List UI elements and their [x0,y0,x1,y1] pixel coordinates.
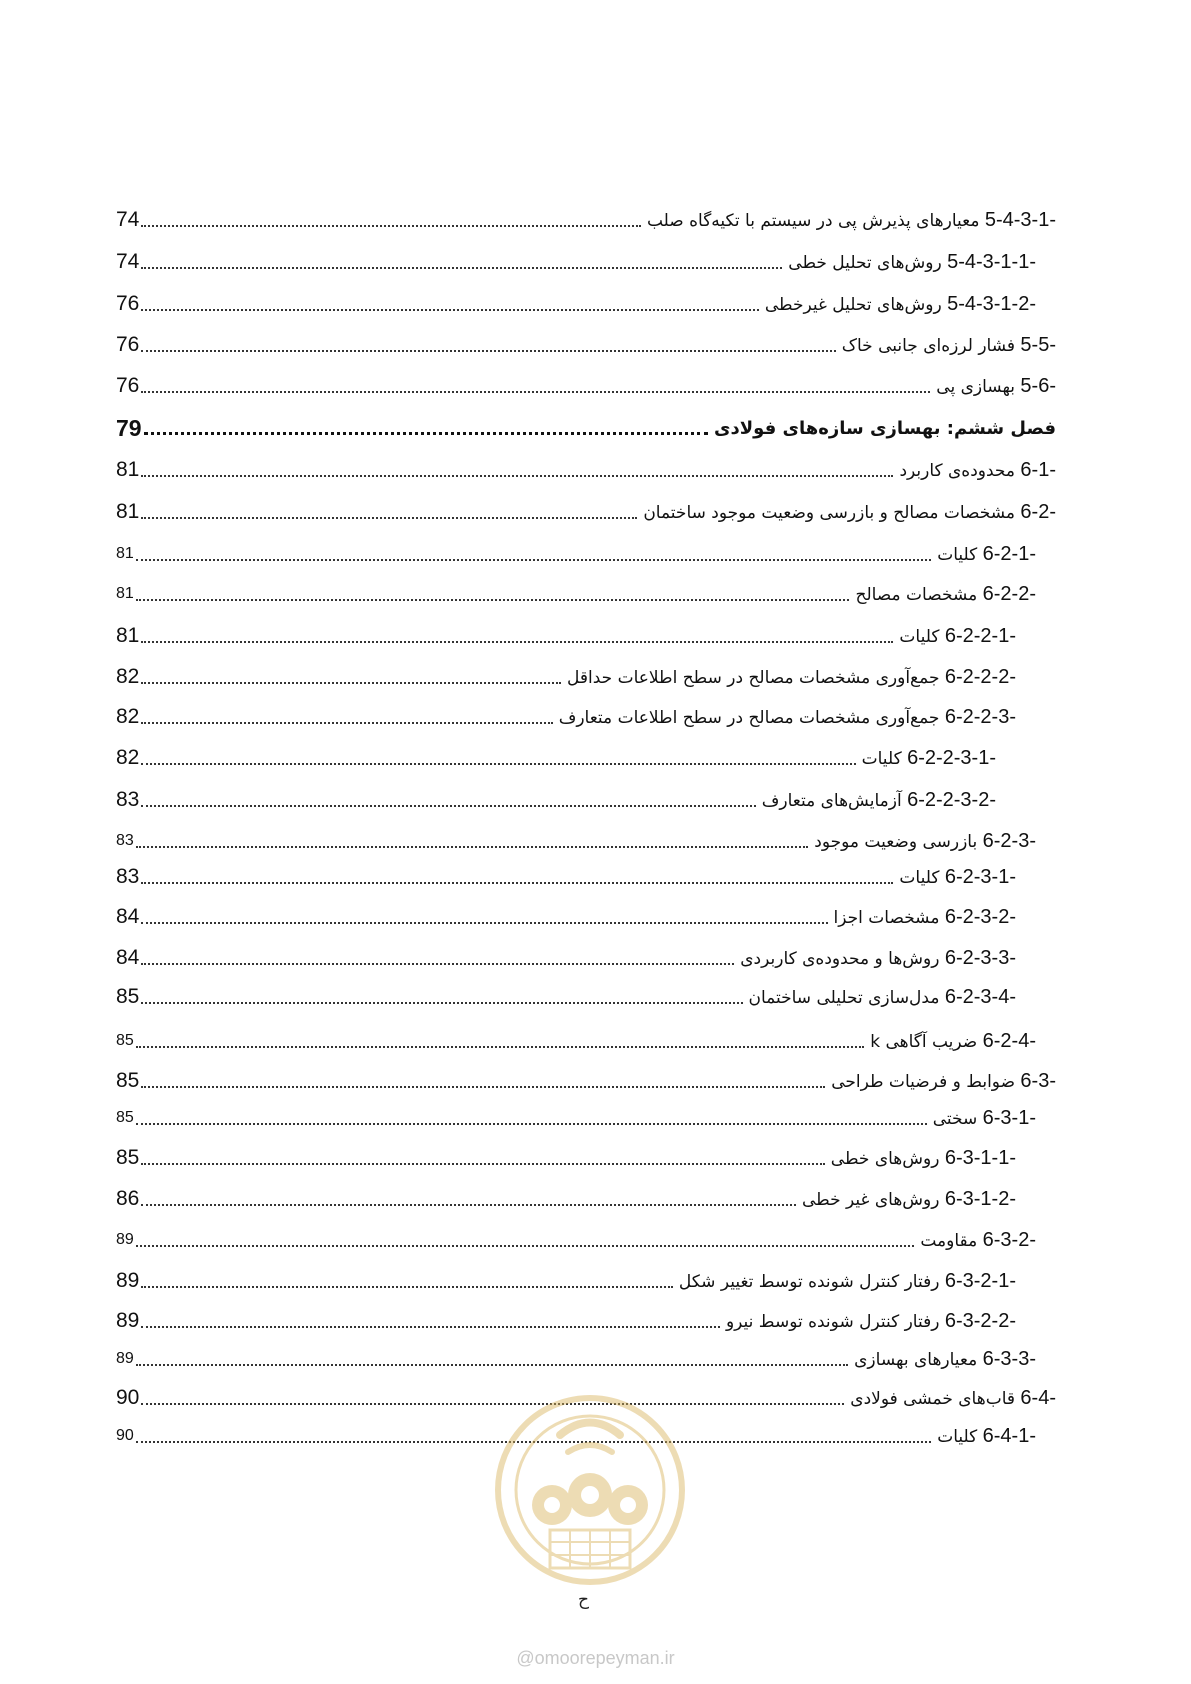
toc-page-number: 85 [116,1146,140,1169]
toc-leader-dots [141,922,827,924]
toc-section-text: کلیات [861,749,902,769]
page-number: ح [578,1590,589,1610]
toc-entry[interactable] [116,488,1056,528]
website-watermark: @omoorepeyman.ir [516,1648,675,1668]
toc-entry-title [827,1145,1016,1172]
toc-leader-dots [141,641,893,643]
toc-section-text: روش‌های تحلیل خطی [788,253,942,273]
toc-page-number: 81 [116,458,140,481]
toc-section-code: 6-2-2- [982,583,1036,605]
toc-entry-title [784,249,1036,276]
toc-entry[interactable] [116,734,1056,774]
toc-entry[interactable] [116,817,1056,857]
toc-page-number: 85 [116,1032,134,1049]
toc-section-text: مشخصات اجزا [833,908,940,928]
toc-entry[interactable] [116,1175,1056,1215]
toc-page-number: 76 [116,292,140,315]
toc-section-code: 6-3-2-2- [944,1310,1016,1332]
toc-entry[interactable] [116,321,1056,361]
toc-leader-dots [136,559,931,561]
toc-entry-title [675,1268,1016,1295]
toc-entry-title [866,1028,1036,1055]
toc-page-number: 74 [116,250,140,273]
toc-section-code: 6-2-2-3-2- [907,789,996,811]
toc-entry[interactable] [116,1017,1056,1057]
toc-entry-title [858,745,996,772]
toc-section-code: 6-2-2-3-1- [907,747,996,769]
toc-entry-title [895,457,1056,484]
toc-leader-dots [141,805,755,807]
toc-page-number: 85 [116,1109,134,1126]
toc-entry[interactable] [116,530,1056,570]
toc-entry-title [916,1227,1036,1254]
toc-section-text: روش‌ها و محدوده‌ی کاربردی [740,949,940,969]
toc-leader-dots [141,1002,742,1004]
toc-section-code: 6-4-1- [982,1425,1036,1447]
toc-page-number: 90 [116,1386,140,1409]
toc-section-code: 6-1- [1020,459,1056,481]
toc-page-number: 84 [116,946,140,969]
toc-section-code: 6-2-3-3- [944,947,1016,969]
toc-section-code: 6-2-2-1- [944,625,1016,647]
toc-leader-dots [141,309,759,311]
toc-entry-title [895,864,1016,891]
toc-leader-dots [141,1163,824,1165]
toc-section-code: 5-4-3-1- [984,209,1056,231]
toc-section-text: کلیات [937,545,978,565]
toc-section-code: 5-4-3-1-1- [947,251,1036,273]
toc-leader-dots [141,225,641,227]
toc-section-code: 6-3-1-2- [944,1188,1016,1210]
toc-leader-dots [144,432,708,435]
toc-entry[interactable] [116,1216,1056,1256]
toc-section-text: ضریب آگاهی k [870,1032,978,1052]
toc-section-text: فصل ششم: بهسازی سازه‌های فولادی [714,418,1056,439]
toc-entry-title [895,623,1016,650]
toc-entry[interactable] [116,653,1056,693]
toc-section-text: رفتار کنترل شونده توسط نیرو [725,1312,940,1332]
toc-section-code: 6-3-2-1- [944,1270,1016,1292]
toc-section-text: روش‌های خطی [830,1149,940,1169]
toc-page-number: 74 [116,208,140,231]
toc-entry-title [745,984,1017,1011]
toc-entry-title [933,1423,1036,1450]
toc-entry-title [758,787,996,814]
toc-page-number: 85 [116,1069,140,1092]
toc-entry[interactable] [116,1057,1056,1097]
watermark-stamp-icon [490,1390,690,1590]
toc-section-code: 5-4-3-1-2- [947,293,1036,315]
toc-page-number: 83 [116,832,134,849]
toc-section-code: 6-2-3-1- [944,866,1016,888]
toc-page-number: 81 [116,624,140,647]
toc-entry-title [850,1346,1036,1373]
toc-section-code: 6-3-3- [982,1348,1036,1370]
toc-page-number: 81 [116,500,140,523]
toc-section-text: بازرسی وضعیت موجود [814,832,978,852]
toc-entry[interactable] [116,776,1056,816]
toc-section-code: 6-2-3-4- [944,986,1016,1008]
toc-section-code: 6-2-4- [982,1030,1036,1052]
toc-page-number: 89 [116,1269,140,1292]
toc-page-number: 89 [116,1350,134,1367]
toc-page-number: 76 [116,374,140,397]
toc-entry-title [555,704,1016,731]
toc-page-number: 83 [116,788,140,811]
toc-section-text: روش‌های غیر خطی [802,1190,940,1210]
toc-section-text: مدل‌سازی تحلیلی ساختمان [748,988,940,1008]
toc-section-code: 6-2-3- [982,830,1036,852]
toc-section-text: آزمایش‌های متعارف [761,791,902,811]
toc-entry-title [830,904,1016,931]
toc-page-number: 89 [116,1309,140,1332]
toc-page-number: 79 [116,415,142,441]
toc-section-text: محدوده‌ی کاربرد [899,461,1016,481]
toc-page-number: 83 [116,865,140,888]
toc-section-code: 6-3-2- [982,1229,1036,1251]
toc-page-number: 89 [116,1231,134,1248]
toc-leader-dots [136,599,850,601]
toc-entry-title [827,1068,1056,1095]
toc-section-code: 6-2-2-3- [944,706,1016,728]
toc-section-code: 6-3-1- [982,1107,1036,1129]
toc-entry[interactable] [116,893,1056,933]
toc-entry[interactable] [116,238,1056,278]
toc-entry-title [933,541,1036,568]
toc-section-code: 6-2-2-2- [944,666,1016,688]
toc-entry[interactable] [116,934,1056,974]
toc-entry[interactable] [116,1335,1056,1375]
toc-section-text: بهسازی پی [936,377,1016,397]
toc-page-number: 82 [116,665,140,688]
toc-entry-title [798,1186,1016,1213]
toc-section-code: 6-2-1- [982,543,1036,565]
toc-leader-dots [141,763,855,765]
toc-entry-title [838,332,1056,359]
toc-page-number: 81 [116,585,134,602]
toc-section-text: معیارهای پذیرش پی در سیستم با تکیه‌گاه صلب [646,211,980,231]
toc-section-text: کلیات [937,1427,978,1447]
toc-section-text: کلیات [899,627,940,647]
toc-leader-dots [136,1364,848,1366]
toc-section-text: رفتار کنترل شونده توسط تغییر شکل [678,1272,940,1292]
toc-section-text: مشخصات مصالح و بازرسی وضعیت موجود ساختمان [643,503,1016,523]
toc-section-text: مقاومت [920,1231,978,1251]
toc-section-text: قاب‌های خمشی فولادی [850,1389,1016,1409]
toc-leader-dots [141,267,782,269]
toc-entry-title [810,828,1036,855]
toc-entry-title [710,416,1056,442]
toc-section-text: کلیات [899,868,940,888]
toc-page-number: 84 [116,905,140,928]
toc-page-number: 86 [116,1187,140,1210]
toc-entry-title [846,1385,1056,1412]
toc-leader-dots [141,391,930,393]
toc-page-number: 81 [116,545,134,562]
toc-entry-title [639,499,1056,526]
toc-page-number: 82 [116,746,140,769]
toc-page-number: 76 [116,333,140,356]
toc-leader-dots [141,1086,825,1088]
toc-entry[interactable] [116,1257,1056,1297]
toc-leader-dots [141,1286,673,1288]
toc-leader-dots [141,517,637,519]
toc-leader-dots [141,1204,796,1206]
toc-entry-title [722,1308,1016,1335]
toc-leader-dots [141,882,893,884]
toc-entry[interactable] [116,404,1056,444]
toc-section-code: 6-4- [1020,1387,1056,1409]
toc-entry-title [929,1105,1036,1132]
toc-entry[interactable] [116,1297,1056,1337]
toc-entry[interactable] [116,570,1056,610]
toc-section-code: 5-5- [1020,334,1056,356]
toc-entry[interactable] [116,973,1056,1013]
toc-section-text: سختی [932,1109,978,1129]
toc-entry[interactable] [116,196,1056,236]
toc-leader-dots [141,963,734,965]
toc-entry[interactable] [116,1134,1056,1174]
toc-entry[interactable] [116,612,1056,652]
toc-entry[interactable] [116,853,1056,893]
toc-section-code: 6-2- [1020,501,1056,523]
toc-leader-dots [136,1046,864,1048]
toc-leader-dots [141,475,893,477]
toc-entry-title [736,945,1016,972]
toc-entry[interactable] [116,362,1056,402]
toc-section-text: فشار لرزه‌ای جانبی خاک [841,336,1016,356]
toc-entry-title [851,581,1036,608]
toc-leader-dots [141,1326,720,1328]
toc-entry-title [761,291,1036,318]
toc-page-number: 85 [116,985,140,1008]
toc-entry[interactable] [116,693,1056,733]
toc-section-text: ضوابط و فرضیات طراحی [831,1072,1016,1092]
toc-leader-dots [136,1245,915,1247]
toc-section-text: معیارهای بهسازی [854,1350,978,1370]
toc-section-text: مشخصات مصالح [855,585,978,605]
toc-entry-title [643,207,1056,234]
toc-section-code: 6-2-3-2- [944,906,1016,928]
toc-entry[interactable] [116,1094,1056,1134]
toc-leader-dots [136,1123,927,1125]
toc-section-text: جمع‌آوری مشخصات مصالح در سطح اطلاعات حداقل [567,668,940,688]
toc-section-text: روش‌های تحلیل غیرخطی [764,295,942,315]
toc-section-code: 6-3-1-1- [944,1147,1016,1169]
toc-entry[interactable] [116,280,1056,320]
toc-section-code: 6-3- [1020,1070,1056,1092]
toc-entry-title [932,373,1056,400]
toc-leader-dots [141,722,552,724]
toc-leader-dots [141,350,835,352]
toc-entry-title [563,664,1016,691]
toc-page-number: 82 [116,705,140,728]
toc-leader-dots [136,846,808,848]
toc-section-text: جمع‌آوری مشخصات مصالح در سطح اطلاعات متعارف [558,708,940,728]
toc-entry[interactable] [116,446,1056,486]
toc-section-code: 5-6- [1020,375,1056,397]
toc-page-number: 90 [116,1427,134,1444]
toc-leader-dots [141,682,561,684]
